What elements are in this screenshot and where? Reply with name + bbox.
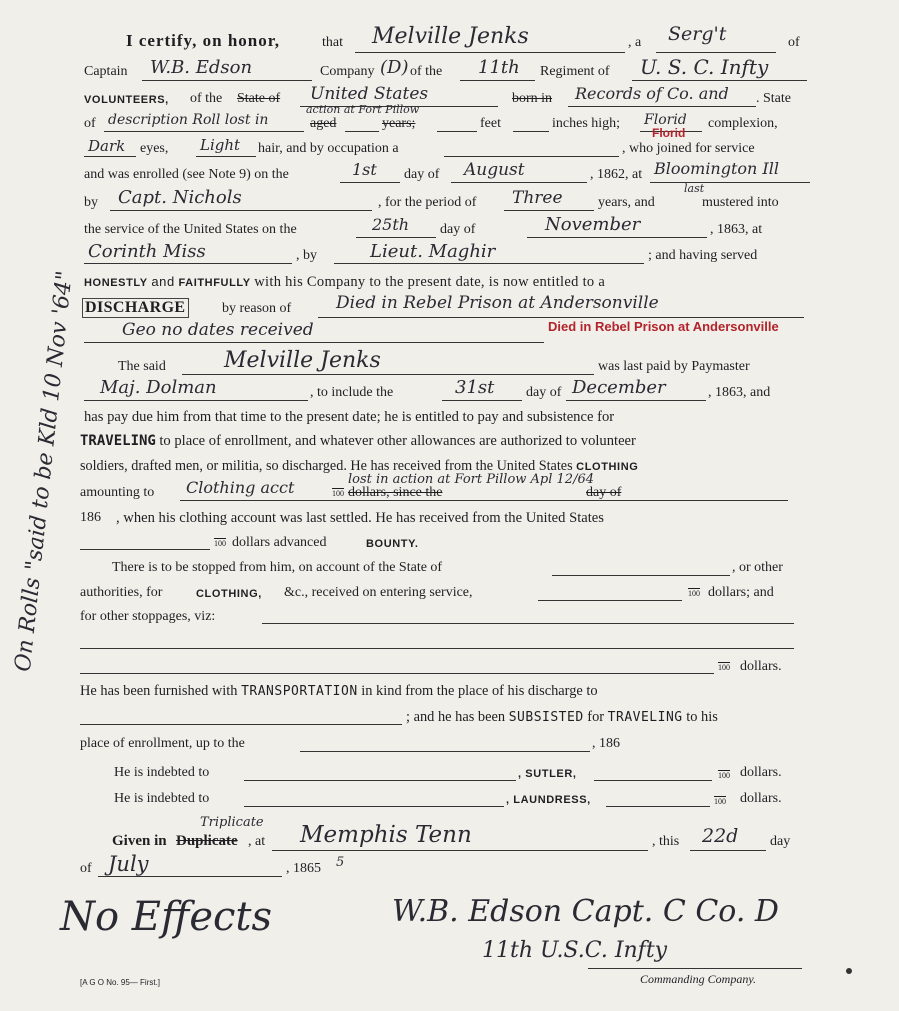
- given-month-line: [98, 876, 282, 877]
- regno-line: [460, 80, 535, 81]
- aged-line: [345, 131, 379, 132]
- stoppages-line-1: [262, 623, 794, 624]
- label-1863-2: , 1863, and: [708, 385, 771, 400]
- enrolled-by: Capt. Nichols: [118, 187, 242, 208]
- label-aged: aged: [310, 116, 337, 131]
- label-dollars-5: dollars.: [740, 791, 782, 806]
- given-at-value: Memphis Tenn: [300, 822, 472, 848]
- label-hair: hair, and by occupation a: [258, 141, 399, 156]
- year-suffix: 5: [336, 855, 345, 870]
- label-reason: by reason of: [222, 301, 292, 316]
- label-other-stoppages: for other stoppages, viz:: [80, 609, 216, 624]
- enroll-day: 1st: [352, 160, 377, 179]
- reason-line: [318, 317, 804, 318]
- label-by: by: [84, 195, 98, 210]
- paid-month: December: [572, 377, 666, 398]
- stoppages-line-2: [80, 648, 794, 649]
- label-1862: , 1862, at: [590, 167, 643, 182]
- eyes-line: [84, 156, 136, 157]
- label-of-4: of: [84, 116, 96, 131]
- complexion-annotation: Florid: [652, 126, 686, 140]
- given-day-line: [690, 850, 766, 851]
- captain-signature: W.B. Edson Capt. C Co. D: [392, 894, 779, 929]
- signature-line: [588, 968, 802, 969]
- stopped-state-line: [552, 575, 730, 576]
- text-stopped: There is to be stopped from him, on account of the State of: [112, 560, 443, 575]
- label-paid: was last paid by Paymaster: [598, 359, 750, 374]
- label-this: , this: [652, 834, 680, 849]
- label-include: , to include the: [310, 385, 394, 400]
- received-line: soldiers, drafted men, or militia, so discharged. He has received from the United States CLOTHING: [80, 458, 639, 474]
- label-dayof-2: day of: [440, 222, 476, 237]
- label-duplicate: Duplicate: [176, 833, 238, 849]
- label-dollars-4: dollars.: [740, 765, 782, 780]
- said-name-line: [182, 374, 594, 375]
- subsisted-line: ; and he has been SUBSISTED for TRAVELING to his: [406, 709, 718, 725]
- traveling-line: TRAVELING to place of enrollment, and whatever other allowances are authorized to volunteer: [80, 433, 636, 449]
- name-line: [355, 52, 625, 53]
- captain-signature-unit: 11th U.S.C. Infty: [482, 938, 668, 963]
- enroll-place-line: [650, 182, 810, 183]
- certify-heading: I certify, on honor,: [126, 31, 280, 50]
- label-a: , a: [628, 35, 642, 50]
- label-regiment: Regiment of: [540, 64, 610, 79]
- label-of-32: of: [80, 861, 92, 876]
- born-value: Records of Co. and: [575, 84, 729, 103]
- label-dayof-4: day of: [586, 485, 622, 500]
- label-clothing-2: CLOTHING,: [196, 588, 262, 600]
- company-value: (D): [380, 57, 409, 78]
- honestly-line: HONESTLY and FAITHFULLY with his Company to the present date, is now entitled to a: [84, 274, 606, 290]
- muster-month-line: [527, 237, 707, 238]
- label-ofthe-2: of the: [190, 91, 223, 106]
- born-line: [568, 106, 756, 107]
- label-laundress: , LAUNDRESS,: [506, 794, 591, 806]
- state-value: United States: [310, 84, 429, 104]
- stoppage-amount-line: [538, 600, 682, 601]
- enroll-place: Bloomington Ill: [654, 159, 779, 178]
- label-inches: inches high;: [552, 116, 621, 131]
- stoppages-line-3: [80, 673, 714, 674]
- given-day: 22d: [702, 825, 739, 847]
- label-dayof-3: day of: [526, 385, 562, 400]
- occupation-line: [444, 156, 619, 157]
- paid-day: 31st: [455, 377, 495, 398]
- label-sutler: , SUTLER,: [518, 768, 577, 780]
- last-note: last: [684, 182, 705, 195]
- indebted-1-line: [244, 780, 516, 781]
- paymaster-line: [84, 400, 308, 401]
- label-enrolled: and was enrolled (see Note 9) on the: [84, 167, 289, 182]
- reason-value-2: Geo no dates received: [122, 320, 314, 340]
- label-dollars-3: dollars.: [740, 659, 782, 674]
- label-or-other: , or other: [732, 560, 783, 575]
- label-indebted-2: He is indebted to: [114, 791, 210, 806]
- frac-3: 100: [688, 589, 700, 598]
- label-of: of: [788, 35, 800, 50]
- ink-dot: [846, 968, 852, 974]
- label-served: ; and having served: [648, 248, 758, 263]
- label-period: , for the period of: [378, 195, 477, 210]
- label-eyes: eyes,: [140, 141, 169, 156]
- label-mustered: mustered into: [702, 195, 779, 210]
- said-name: Melville Jenks: [224, 348, 381, 373]
- label-state: . State: [756, 91, 791, 106]
- muster-place-line: [84, 263, 292, 264]
- label-dollars-advanced: dollars advanced: [232, 535, 327, 550]
- up-to-line: [300, 751, 590, 752]
- desc-line: [104, 131, 304, 132]
- desc-value: description Roll lost in: [108, 112, 269, 128]
- label-by-2: , by: [296, 248, 317, 263]
- reason-value: Died in Rebel Prison at Andersonville: [336, 293, 659, 313]
- label-stateof: State of: [237, 91, 281, 106]
- regiment-number: 11th: [478, 57, 520, 78]
- paid-day-line: [442, 400, 522, 401]
- muster-day-line: [356, 237, 436, 238]
- label-joined: , who joined for service: [622, 141, 755, 156]
- enrolled-by-line: [110, 210, 372, 211]
- inches-line: [513, 131, 549, 132]
- reason-line-2: [84, 342, 544, 343]
- label-years: years;: [382, 116, 416, 131]
- label-dollars-and: dollars; and: [708, 585, 774, 600]
- hair-line: [196, 156, 256, 157]
- enroll-day-line: [340, 182, 400, 183]
- margin-note: On Rolls "said to be Kld 10 Nov '64": [10, 269, 78, 673]
- label-company: Company: [320, 64, 375, 79]
- text-settled: , when his clothing account was last settled. He has received from the United States: [116, 510, 604, 526]
- period-value: Three: [512, 188, 563, 208]
- muster-by-line: [334, 263, 644, 264]
- eyes-value: Dark: [88, 137, 126, 155]
- label-discharge: DISCHARGE: [82, 298, 189, 318]
- form-number: [A G O No. 95— First.]: [80, 978, 161, 987]
- frac-1: 100: [332, 489, 344, 498]
- regiment-value: U. S. C. Infty: [640, 55, 769, 79]
- transport-line: He has been furnished with TRANSPORTATION in kind from the place of his discharge to: [80, 683, 598, 699]
- given-at-line: [272, 850, 648, 851]
- soldier-name: Melville Jenks: [372, 24, 529, 49]
- text-paydue: has pay due him from that time to the present date; he is entitled to pay and subsistence for: [84, 409, 615, 425]
- label-place-enrollment: place of enrollment, up to the: [80, 736, 245, 751]
- label-ofthe: of the: [410, 64, 443, 79]
- complexion-value: Florid: [644, 112, 687, 128]
- label-commanding: Commanding Company.: [640, 972, 757, 986]
- paymaster-value: Maj. Dolman: [100, 377, 217, 398]
- rank-value: Serg't: [668, 23, 727, 45]
- label-1863: , 1863, at: [710, 222, 763, 237]
- frac-4: 100: [718, 663, 730, 672]
- label-service: the service of the United States on the: [84, 222, 297, 237]
- triplicate-value: Triplicate: [200, 815, 264, 830]
- feet-line: [437, 131, 477, 132]
- enroll-month: August: [464, 160, 525, 180]
- label-that: that: [322, 35, 343, 50]
- reason-annotation: Died in Rebel Prison at Andersonville: [548, 319, 779, 334]
- clothing-note: lost in action at Fort Pillow Apl 12/64: [348, 472, 595, 487]
- clothing-line: [180, 500, 788, 501]
- label-captain: Captain: [84, 64, 128, 79]
- period-line: [504, 210, 594, 211]
- label-indebted-1: He is indebted to: [114, 765, 210, 780]
- label-dollars-since: dollars, since the: [348, 485, 443, 500]
- label-day: day: [770, 834, 791, 849]
- label-said: The said: [118, 359, 166, 374]
- text-entering: &c., received on entering service,: [284, 585, 473, 600]
- label-bounty: BOUNTY.: [366, 538, 419, 550]
- sutler-amount-line: [594, 780, 712, 781]
- label-at: , at: [248, 834, 266, 849]
- indebted-2-line: [244, 806, 504, 807]
- frac-2: 100: [214, 539, 226, 548]
- action-note: action at Fort Pillow: [306, 103, 420, 116]
- captain-line: [142, 80, 312, 81]
- frac-5: 100: [718, 771, 730, 780]
- label-feet: feet: [480, 116, 501, 131]
- label-amounting: amounting to: [80, 485, 155, 500]
- no-effects-note: No Effects: [60, 894, 273, 940]
- label-authorities: authorities, for: [80, 585, 163, 600]
- hair-value: Light: [200, 136, 241, 154]
- captain-value: W.B. Edson: [150, 57, 253, 78]
- label-years-and: years, and: [598, 195, 655, 210]
- label-complexion: complexion,: [708, 116, 778, 131]
- label-volunteers: VOLUNTEERS,: [84, 94, 169, 106]
- muster-place: Corinth Miss: [88, 241, 206, 262]
- enroll-month-line: [451, 182, 587, 183]
- regiment-line: [632, 80, 807, 81]
- clothing-amount: Clothing acct: [186, 478, 295, 497]
- given-month: July: [108, 852, 149, 876]
- frac-6: 100: [714, 797, 726, 806]
- muster-month: November: [545, 214, 641, 235]
- muster-day: 25th: [372, 215, 410, 234]
- label-186: 186: [80, 510, 101, 525]
- label-bornin: born in: [512, 91, 553, 106]
- bounty-line: [80, 549, 210, 550]
- laundress-amount-line: [606, 806, 710, 807]
- muster-by: Lieut. Maghir: [370, 241, 496, 262]
- label-given-in: Given in: [112, 833, 167, 849]
- label-186-2: , 186: [592, 736, 620, 751]
- discharge-place-line: [80, 724, 402, 725]
- rank-line: [656, 52, 776, 53]
- paid-month-line: [566, 400, 706, 401]
- label-1865: , 1865: [286, 861, 321, 876]
- label-dayof: day of: [404, 167, 440, 182]
